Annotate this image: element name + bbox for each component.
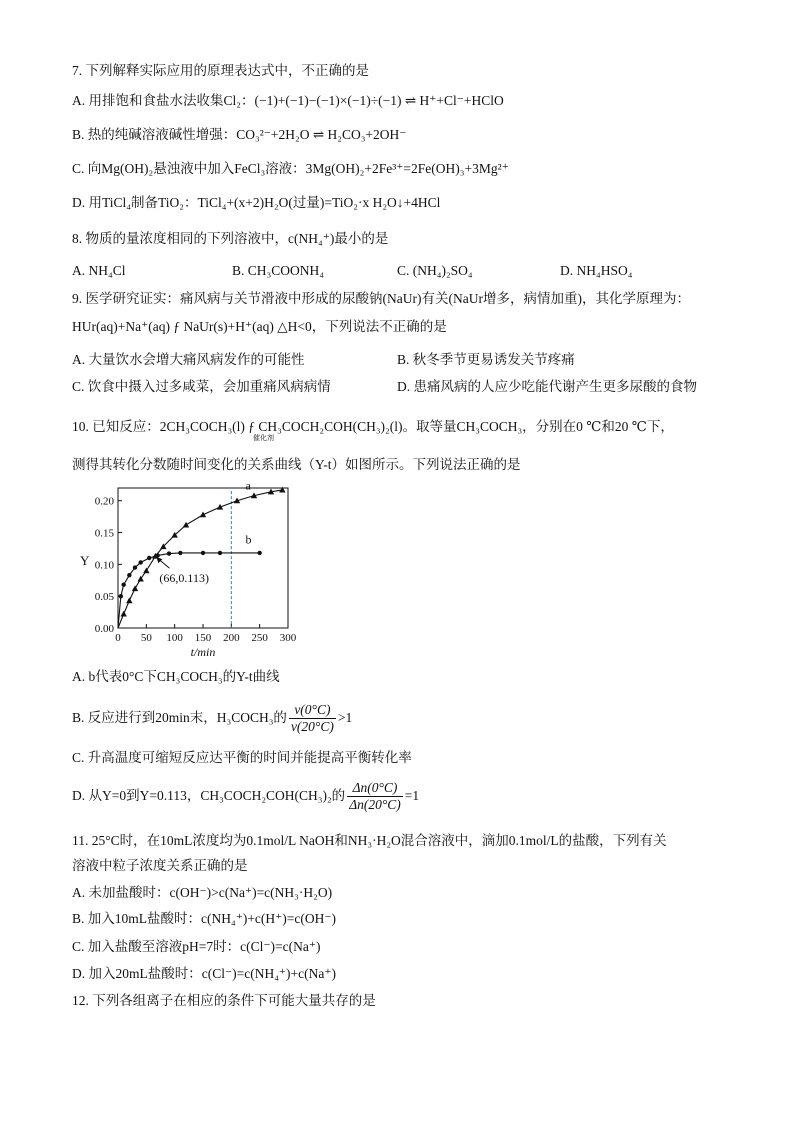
q9-option-c: C. 饮食中摄入过多咸菜，会加重痛风病病情 bbox=[72, 379, 331, 394]
q7-option-c: C. 向Mg(OH)₂悬浊液中加入FeCl₃溶液：3Mg(OH)₂+2Fe³⁺=2Fe(OH)₃+3Mg²⁺ bbox=[72, 161, 509, 176]
q11-option-c: C. 加入盐酸至溶液pH=7时：c(Cl⁻)=c(Na⁺) bbox=[72, 939, 321, 954]
x-tick-label: 300 bbox=[279, 632, 297, 644]
series-b-point bbox=[121, 583, 125, 587]
q10-option-b-numerator: v(0°C) bbox=[289, 702, 336, 719]
q9-option-d: D. 患痛风病的人应少吃能代谢产生更多尿酸的食物 bbox=[397, 379, 697, 394]
series-a-point bbox=[132, 585, 138, 591]
q8-option-d: D. NH₄HSO₄ bbox=[560, 263, 633, 278]
series-a-line bbox=[118, 490, 282, 628]
x-tick-label: 150 bbox=[194, 632, 212, 644]
series-b-point bbox=[201, 551, 205, 555]
q10-option-b bbox=[72, 700, 352, 736]
q11-stem-line1: 11. 25°C时，在10mL浓度均为0.1mol/L NaOH和NH₃·H₂O混合溶液中，滴加0.1mol/L的盐酸，下列有关 bbox=[72, 833, 667, 848]
q9-stem: 9. 医学研究证实：痛风病与关节滑液中形成的尿酸钠(NaUr)有关(NaUr增多，病情加重)，其化学原理为： bbox=[72, 291, 690, 306]
q10-option-c: C. 升高温度可缩短反应达平衡的时间并能提高平衡转化率 bbox=[72, 750, 412, 765]
series-b-point bbox=[218, 551, 222, 555]
q9-option-b: B. 秋冬季节更易诱发关节疼痛 bbox=[397, 352, 575, 367]
q10-option-b-tail: >1 bbox=[337, 710, 353, 725]
q12-stem: 12. 下列各组离子在相应的条件下可能大量共存的是 bbox=[72, 993, 376, 1008]
series-b-point bbox=[138, 560, 142, 564]
series-a-point bbox=[120, 611, 126, 617]
q8-option-c: C. (NH₄)₂SO₄ bbox=[397, 263, 473, 278]
x-axis-label: t/min bbox=[190, 645, 216, 659]
q10-option-b-denominator: v(20°C) bbox=[290, 719, 334, 735]
q10-catalyst-label: 催化剂 bbox=[253, 434, 274, 442]
q10-option-d-tail: =1 bbox=[404, 788, 420, 803]
series-a-point bbox=[126, 597, 132, 603]
q7-option-b: B. 热的纯碱溶液碱性增强：CO₃²⁻+2H₂O ⇌ H₂CO₃+2OH⁻ bbox=[72, 127, 407, 142]
q9-option-a: A. 大量饮水会增大痛风病发作的可能性 bbox=[72, 352, 305, 367]
q10-option-d bbox=[72, 778, 419, 814]
q7-stem: 7. 下列解释实际应用的原理表达式中，不正确的是 bbox=[72, 63, 369, 78]
x-tick-label: 200 bbox=[223, 632, 240, 644]
series-b-point bbox=[178, 551, 182, 555]
series-b-line bbox=[118, 553, 260, 628]
q8-option-b: B. CH₃COONH₄ bbox=[232, 263, 324, 278]
x-tick-label: 100 bbox=[166, 632, 183, 644]
series-a-point bbox=[200, 512, 206, 518]
annotation-label: (66,0.113) bbox=[159, 571, 209, 586]
series-b-point bbox=[155, 553, 159, 557]
series-a-label: a bbox=[245, 480, 251, 493]
q10-stem-line2: 测得其转化分数随时间变化的关系曲线（Y-t）如图所示。下列说法正确的是 bbox=[72, 457, 521, 472]
series-b-point bbox=[147, 556, 151, 560]
series-b-point bbox=[127, 573, 131, 577]
x-tick-label: 250 bbox=[251, 632, 268, 644]
q10-yt-chart bbox=[72, 480, 312, 664]
q8-stem: 8. 物质的量浓度相同的下列溶液中，c(NH₄⁺)最小的是 bbox=[72, 231, 389, 246]
q7-option-a: A. 用排饱和食盐水法收集Cl₂：(−1)+(−1)−(−1)×(−1)÷(−1) ⇌ H⁺+Cl⁻+HClO bbox=[72, 93, 504, 108]
series-a-point bbox=[183, 522, 189, 528]
series-b-point bbox=[133, 565, 137, 569]
q10-option-d-text: D. 从Y=0到Y=0.113，CH₃COCH₂COH(CH₃)₂的 bbox=[72, 788, 346, 803]
series-a-point bbox=[143, 568, 149, 574]
q10-option-d-numerator: Δn(0°C) bbox=[347, 780, 403, 797]
q9-equation: HUr(aq)+Na⁺(aq) ƒ NaUr(s)+H⁺(aq) △H<0，下列说法不正确的是 bbox=[72, 319, 447, 334]
y-tick-label: 0.20 bbox=[94, 495, 114, 508]
series-b-point bbox=[257, 551, 261, 555]
q10-option-b-text: B. 反应进行到20min末，H₃COCH₃的 bbox=[72, 710, 287, 725]
q11-stem-line2: 溶液中粒子浓度关系正确的是 bbox=[72, 858, 248, 873]
q10-option-d-denominator: Δn(20°C) bbox=[349, 797, 401, 813]
y-axis-label: Y bbox=[80, 553, 90, 569]
x-tick-label: 0 bbox=[115, 632, 121, 644]
plot-frame bbox=[118, 488, 288, 628]
series-b-point bbox=[167, 551, 171, 555]
q10-option-b-fraction bbox=[289, 702, 336, 735]
q8-option-a: A. NH₄Cl bbox=[72, 263, 126, 278]
series-b-label: b bbox=[245, 532, 252, 547]
y-tick-label: 0.10 bbox=[94, 559, 114, 572]
q10-option-d-fraction bbox=[347, 780, 403, 813]
q11-option-b: B. 加入10mL盐酸时：c(NH₄⁺)+c(H⁺)=c(OH⁻) bbox=[72, 911, 337, 926]
y-tick-label: 0.15 bbox=[94, 527, 114, 540]
x-tick-label: 50 bbox=[140, 632, 152, 644]
y-tick-label: 0.00 bbox=[94, 623, 114, 635]
q7-option-d: D. 用TiCl₄制备TiO₂：TiCl₄+(x+2)H₂O(过量)=TiO₂·x H₂O↓+4HCl bbox=[72, 195, 441, 210]
series-b-point bbox=[119, 594, 123, 598]
q11-option-d: D. 加入20mL盐酸时：c(Cl⁻)=c(NH₄⁺)+c(Na⁺) bbox=[72, 966, 337, 981]
q10-option-a: A. b代表0°C下CH₃COCH₃的Y-t曲线 bbox=[72, 669, 280, 684]
y-tick-label: 0.05 bbox=[94, 591, 114, 604]
q10-stem-line1: 10. 已知反应：2CH₃COCH₃(l) ƒ CH₃COCH₂COH(CH₃)₂(l)。取等量CH₃COCH₃，分别在0 ℃和20 ℃下， bbox=[72, 419, 674, 434]
annotation-arrow-head bbox=[156, 557, 162, 563]
q11-option-a: A. 未加盐酸时：c(OH⁻)>c(Na⁺)=c(NH₃·H₂O) bbox=[72, 885, 333, 900]
